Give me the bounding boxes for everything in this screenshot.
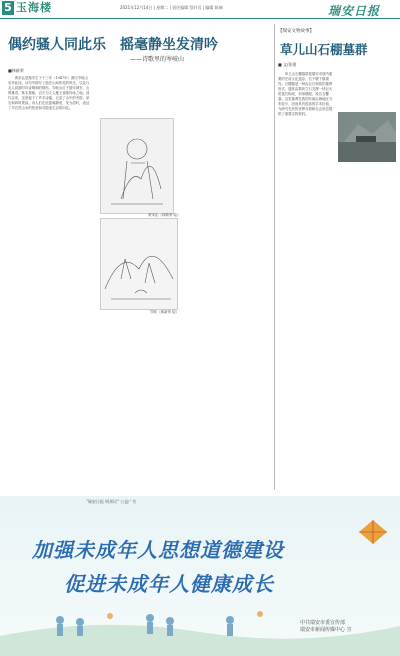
column-tag: 【瑞安文物故事】: [278, 29, 314, 34]
page-number: 5: [2, 1, 14, 15]
illustration-landscape-sketch: [100, 218, 178, 310]
kite-icon: [355, 518, 391, 546]
column-divider: [274, 24, 275, 490]
newspaper-logo: 瑞安日报: [328, 4, 381, 18]
article-column-1: [8, 76, 90, 490]
article-2-column-1: [278, 72, 334, 490]
ad-slogan-1: 加强未成年人思想道德建设: [32, 538, 284, 562]
article-byline: ■林新荣: [8, 68, 24, 73]
ad-sponsor: 中共瑞安市委宣传部 瑞安市新闻传媒中心 宣: [300, 620, 352, 633]
public-service-ad: [0, 496, 400, 656]
section-title: 玉海楼: [16, 1, 52, 14]
ad-slogan-2: 促进未成年人健康成长: [64, 572, 274, 596]
body-text-placeholder: [8, 111, 90, 116]
article-byline-2: ■ 文/张建: [278, 62, 297, 67]
illustration-caption-1: 黄宋沁（林新荣 绘）: [148, 213, 181, 217]
issue-meta: 2021年12月14日 | 星期二 | 责任编辑 蔡轩君 | 编辑 陈瑞: [120, 5, 223, 10]
article-column-3: [180, 76, 272, 490]
article-title: 偶约骚人同此乐 摇毫静坐发清吟: [8, 37, 218, 53]
article-subtitle: ——诗歌里的岑岐山: [130, 56, 185, 63]
article-title-2: 草儿山石棚墓群: [280, 42, 368, 57]
illustration-portrait-sketch: [100, 118, 174, 214]
illustration-caption-2: 岑岐（林新荣 绘）: [150, 310, 180, 314]
stone-tomb-photo: [338, 112, 396, 162]
ad-caption: "瑞安日报 明邦民" 公益广告: [86, 499, 137, 504]
article-2-body-text: 草儿山石棚墓群是瑞安市境内重要的史前文化遗存，位于塘下镇境内。石棚墓是一种由巨石构筑的墓葬形式，通常由数块立石支撑一块巨大的盖石构成，形似棚屋，故名石棚墓。这类墓葬在我国东南沿海地区分布较少，因而具有很高的学术价值，为研究先民的丧葬习俗和社会形态提供了重要实物资料。: [278, 72, 333, 116]
article-body-text: 黄宋沁是瑞安生于十三年（1947年）游历岑岐山后作此诗。诗句中描写了他在山间所见的风光，以及与友人同游时吟诗唱和的情形。岑岐山位于瑞安城东，山势雄奇，林木葱郁，自古为文人雅士登临吟咏之地。清代以来，这里留下了许多诗篇，记录了山中的寺院、泉石和四时景致。诗人们在此摇毫静坐，发为清吟，表达了对自然山水的热爱和对隐逸生活的向往。: [8, 76, 90, 110]
